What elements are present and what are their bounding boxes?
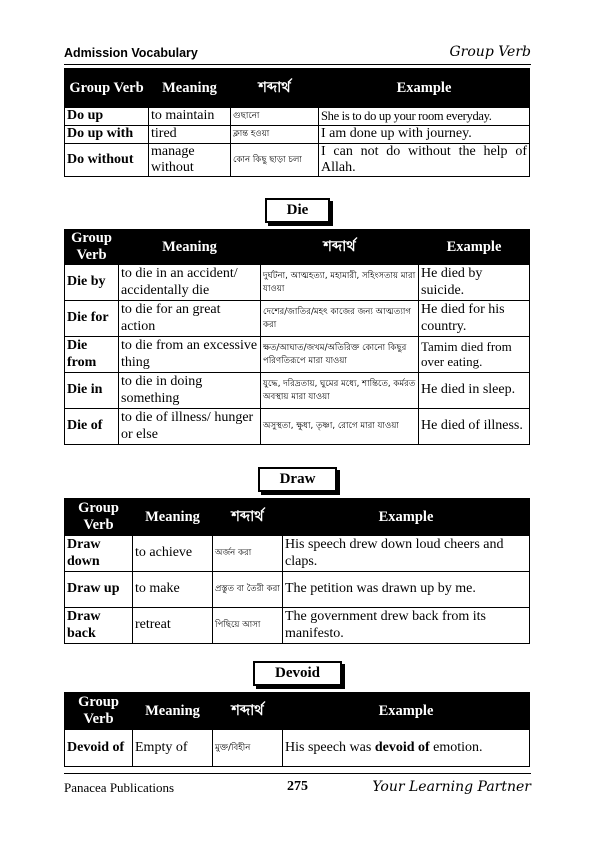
table-die xyxy=(64,229,530,445)
col-bangla: শব্দার্থ xyxy=(213,693,283,730)
table-row xyxy=(65,409,530,445)
table-devoid xyxy=(64,692,530,767)
col-example: Example xyxy=(319,69,530,108)
table-row xyxy=(65,108,530,126)
bangla-meaning: মুক্ত/বিহীন xyxy=(213,730,283,767)
bangla-meaning: অসুস্থতা, ক্ষুধা, তৃষ্ণা, রোগে মারা যাওয়া xyxy=(261,409,419,445)
example: He died for his country. xyxy=(419,301,530,337)
section-label: Die xyxy=(265,198,331,223)
bangla-meaning: দেশের/জাতির/মহৎ কাজের জন্য আত্মত্যাগ করা xyxy=(261,301,419,337)
publisher-name: Panacea Publications xyxy=(64,780,175,795)
group-verb: Draw down xyxy=(65,536,133,572)
group-verb: Do up with xyxy=(65,126,149,144)
table-header-row xyxy=(65,499,530,536)
col-bangla: শব্দার্থ xyxy=(261,230,419,265)
col-meaning: Meaning xyxy=(119,230,261,265)
table-row xyxy=(65,572,530,608)
bangla-meaning: প্রস্তুত বা তৈরী করা xyxy=(213,572,283,608)
meaning: to die for an great action xyxy=(119,301,261,337)
example: The government drew back from its manifesto. xyxy=(283,608,530,644)
example-pre: His speech was xyxy=(285,739,375,755)
table-row xyxy=(65,608,530,644)
example: He died by suicide. xyxy=(419,265,530,301)
bangla-meaning: অর্জন করা xyxy=(213,536,283,572)
col-bangla: শব্দার্থ xyxy=(213,499,283,536)
example: I can not do without the help of Allah. xyxy=(319,144,530,177)
meaning: manage without xyxy=(149,144,231,177)
bangla-meaning: গুছানো xyxy=(231,108,319,126)
table-row xyxy=(65,337,530,373)
col-meaning: Meaning xyxy=(133,693,213,730)
chapter-title: Group Verb xyxy=(449,44,531,60)
table-header-row xyxy=(65,69,530,108)
example xyxy=(283,730,530,767)
table-row xyxy=(65,265,530,301)
example-emphasis: devoid of xyxy=(374,739,430,755)
col-group-verb: Group Verb xyxy=(65,69,149,108)
meaning: Empty of xyxy=(133,730,213,767)
table-draw xyxy=(64,498,530,644)
section-heading-devoid xyxy=(0,661,595,686)
group-verb: Draw up xyxy=(65,572,133,608)
meaning: to make xyxy=(133,572,213,608)
section-heading-draw xyxy=(0,467,595,492)
example: I am done up with journey. xyxy=(319,126,530,144)
col-example: Example xyxy=(283,499,530,536)
table-do xyxy=(64,68,530,177)
table-row xyxy=(65,373,530,409)
example: Tamim died from over eating. xyxy=(419,337,530,373)
section-heading-die xyxy=(0,198,595,223)
group-verb: Die of xyxy=(65,409,119,445)
table-row xyxy=(65,301,530,337)
section-label: Draw xyxy=(258,467,338,492)
col-example: Example xyxy=(283,693,530,730)
table-row xyxy=(65,144,530,177)
group-verb: Die for xyxy=(65,301,119,337)
meaning: to die in an accident/ accidentally die xyxy=(119,265,261,301)
table-row xyxy=(65,536,530,572)
meaning: to die in doing something xyxy=(119,373,261,409)
group-verb: Draw back xyxy=(65,608,133,644)
col-group-verb: Group Verb xyxy=(65,499,133,536)
example: She is to do up your room everyday. xyxy=(319,108,530,126)
example: His speech drew down loud cheers and claps. xyxy=(283,536,530,572)
group-verb: Do up xyxy=(65,108,149,126)
bangla-meaning: দুর্ঘটনা, আত্মহত্যা, মহামারী, সহিংসতায় মারা যাওয়া xyxy=(261,265,419,301)
meaning: to maintain xyxy=(149,108,231,126)
page-header xyxy=(64,44,531,65)
section-label: Devoid xyxy=(253,661,342,686)
col-meaning: Meaning xyxy=(133,499,213,536)
table-header-row xyxy=(65,230,530,265)
meaning: to achieve xyxy=(133,536,213,572)
example-post: emotion. xyxy=(429,739,483,755)
example: He died in sleep. xyxy=(419,373,530,409)
meaning: tired xyxy=(149,126,231,144)
page-number: 275 xyxy=(287,779,308,794)
book-title: Admission Vocabulary xyxy=(64,46,198,60)
col-meaning: Meaning xyxy=(149,69,231,108)
col-example: Example xyxy=(419,230,530,265)
meaning: to die from an excessive thing xyxy=(119,337,261,373)
table-row xyxy=(65,126,530,144)
bangla-meaning: কোন কিছু ছাড়া চলা xyxy=(231,144,319,177)
meaning: to die of illness/ hunger or else xyxy=(119,409,261,445)
bangla-meaning: ক্লান্ত হওয়া xyxy=(231,126,319,144)
col-bangla: শব্দার্থ xyxy=(231,69,319,108)
page-footer xyxy=(64,773,531,800)
col-group-verb: Group Verb xyxy=(65,693,133,730)
group-verb: Die in xyxy=(65,373,119,409)
bangla-meaning: যুদ্ধে, দরিদ্রতায়, ঘুমের মধ্যে, শান্তিতে, কর্মরত অবস্থায় মারা যাওয়া xyxy=(261,373,419,409)
table-header-row xyxy=(65,693,530,730)
group-verb: Die from xyxy=(65,337,119,373)
group-verb: Die by xyxy=(65,265,119,301)
bangla-meaning: ক্ষত/আঘাত/জখম/অতিরিক্ত কোনো কিছুর পরিণতিরূপে মারা যাওয়া xyxy=(261,337,419,373)
bangla-meaning: পিছিয়ে আসা xyxy=(213,608,283,644)
table-row xyxy=(65,730,530,767)
meaning: retreat xyxy=(133,608,213,644)
example: He died of illness. xyxy=(419,409,530,445)
group-verb: Do without xyxy=(65,144,149,177)
col-group-verb: Group Verb xyxy=(65,230,119,265)
example: The petition was drawn up by me. xyxy=(283,572,530,608)
tagline: Your Learning Partner xyxy=(372,779,531,795)
group-verb: Devoid of xyxy=(65,730,133,767)
